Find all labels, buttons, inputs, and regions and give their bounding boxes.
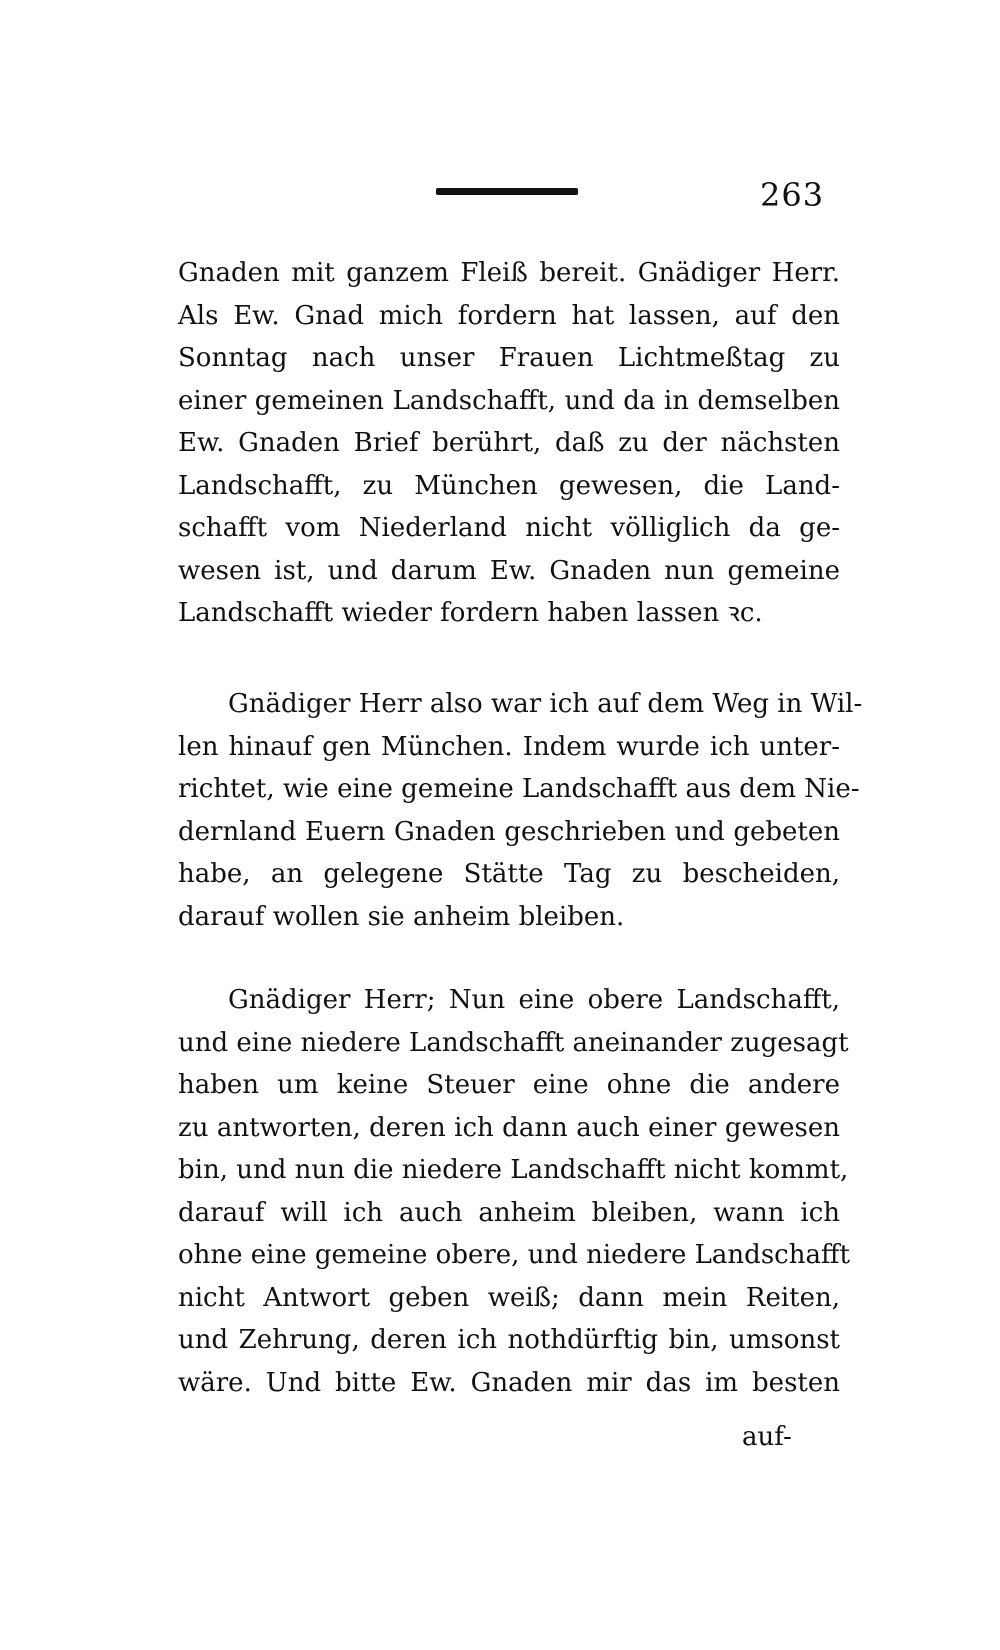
paragraph-3 — [178, 979, 850, 1404]
text-line: dernland Euern Gnaden geschrieben und gebeten — [178, 816, 840, 847]
text-line: schafft vom Niederland nicht völliglich da ge- — [178, 513, 840, 543]
text-line: Gnaden mit ganzem Fleiß bereit. Gnädiger Herr. — [178, 258, 840, 288]
page-number: 263 — [760, 176, 825, 214]
paragraph-1 — [178, 252, 840, 635]
text-line: Gnädiger Herr also war ich auf dem Weg in Wil- — [228, 689, 863, 719]
text-line: darauf wollen sie anheim bleiben. — [178, 901, 625, 932]
text-line: habe, an gelegene Stätte Tag zu bescheiden, — [178, 859, 840, 889]
text-line: wäre. Und bitte Ew. Gnaden mir das im besten — [178, 1367, 840, 1398]
text-line: Ew. Gnaden Brief berührt, daß zu der nächsten — [178, 428, 840, 458]
catchword: auf- — [742, 1422, 792, 1452]
text-line: Landschafft wieder fordern haben lassen ꝛc. — [178, 598, 763, 628]
text-line: Sonntag nach unser Frauen Lichtmeßtag zu — [178, 343, 840, 373]
text-line: darauf will ich auch anheim bleiben, wann ich — [178, 1197, 840, 1228]
paragraph-2 — [178, 683, 863, 938]
text-line: einer gemeinen Landschafft, und da in demselben — [178, 385, 840, 416]
text-line: Als Ew. Gnad mich fordern hat lassen, auf den — [178, 300, 840, 331]
text-line: wesen ist, und darum Ew. Gnaden nun gemeine — [178, 555, 840, 586]
text-line: len hinauf gen München. Indem wurde ich unter- — [178, 731, 840, 762]
header-rule — [436, 188, 578, 195]
text-line: und eine niedere Landschafft aneinander zugesagt — [178, 1027, 849, 1058]
text-line: ohne eine gemeine obere, und niedere Landschafft — [178, 1240, 850, 1270]
text-line: nicht Antwort geben weiß; dann mein Reiten, — [178, 1282, 840, 1313]
text-line: zu antworten, deren ich dann auch einer gewesen — [178, 1112, 840, 1143]
text-line: Landschafft, zu München gewesen, die Land- — [178, 470, 840, 501]
text-line: und Zehrung, deren ich nothdürftig bin, umsonst — [178, 1325, 840, 1355]
text-line: haben um keine Steuer eine ohne die andere — [178, 1070, 840, 1100]
text-line: bin, und nun die niedere Landschafft nicht kommt, — [178, 1155, 849, 1185]
text-line: Gnädiger Herr; Nun eine obere Landschafft, — [228, 985, 840, 1015]
text-line: richtet, wie eine gemeine Landschafft aus dem Nie- — [178, 774, 860, 804]
